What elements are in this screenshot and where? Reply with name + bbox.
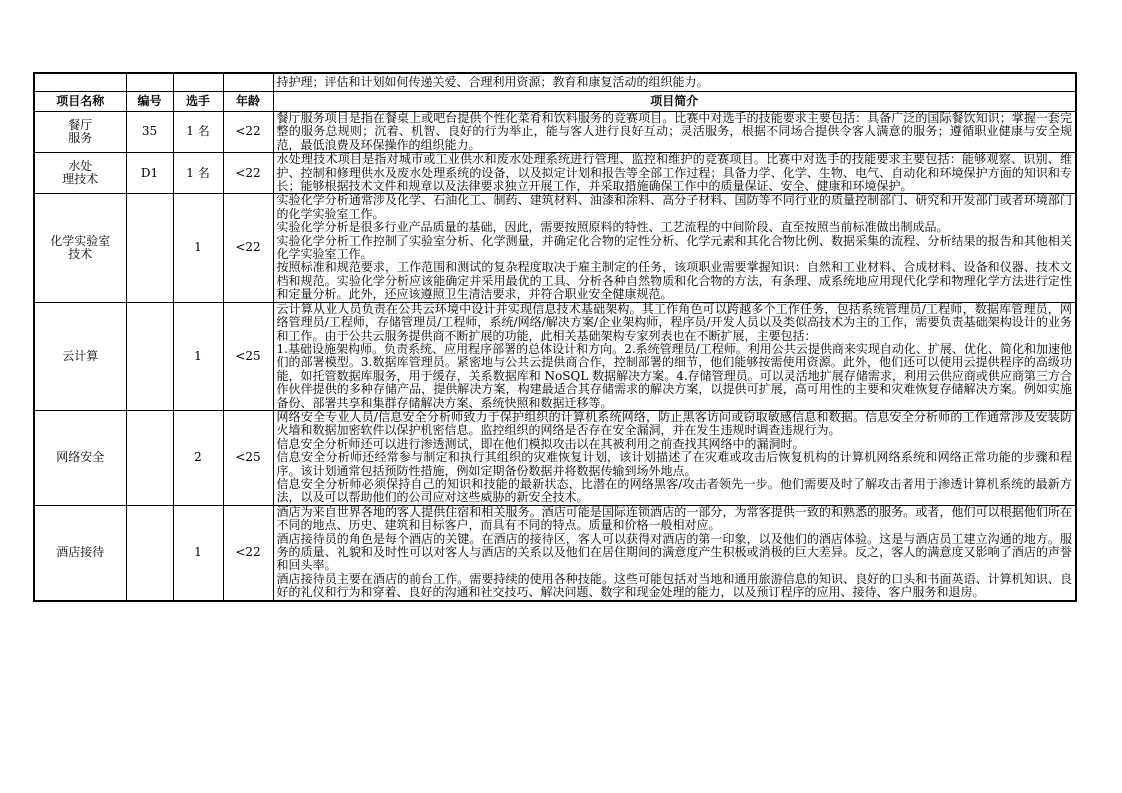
project-code (126, 410, 173, 505)
project-code: 35 (126, 112, 173, 153)
project-intro (273, 410, 1076, 505)
intro-paragraph: 实验化学分析工作控制了实验室分析、化学测量，并确定化合物的定性分析、化学元素和其化合物比例、数据采集的流程、分析结果的报告和其他相关化学实验室工作。 (276, 233, 1072, 262)
cont-empty-cell (223, 73, 273, 92)
project-intro (273, 302, 1076, 410)
project-code (126, 194, 173, 302)
project-intro (273, 194, 1076, 302)
project-players: 1 (173, 302, 223, 410)
project-name: 云计算 (34, 302, 126, 410)
intro-paragraph: 信息安全分析师必须保持自己的知识和技能的最新状态，比潜在的网络黑客/攻击者领先一步。他们需要及时了解攻击者用于渗透计算机系统的最新方法，以及可以帮助他们的公司应对这些威胁的新安全技术。 (276, 476, 1072, 505)
table-row (34, 194, 1076, 302)
project-age: <25 (223, 302, 273, 410)
competition-table (33, 72, 1077, 602)
project-intro (273, 153, 1076, 194)
project-code (126, 505, 173, 600)
intro-paragraph: 按照标准和规范要求，工作范围和测试的复杂程度取决于雇主制定的任务，该项职业需要掌握知识：自然和工业材料、合成材料、设备和仪器、技术文档和规范。实验化学分析应该能确定并采用最优的工具、分析各种自然物质和化合物的方法，有条理、成系统地应用现代化学和物理化学方法进行定性和定量分析。此外，还应该遵照卫生清洁要求，并符合职业安全健康规范。 (276, 260, 1072, 302)
project-name: 酒店接待 (34, 505, 126, 600)
cont-empty-cell (34, 73, 126, 92)
project-name: 化学实验室 技术 (34, 194, 126, 302)
intro-paragraph: 网络安全专业人员/信息安全分析师致力于保护组织的计算机系统网络，防止黑客访问或窃取敏感信息和数据。信息安全分析师的工作通常涉及安装防火墙和数据加密软件以保护机密信息。监控组织的网络是否存在安全漏洞，并在发生违规时调查违规行为。 (276, 409, 1072, 438)
header-code: 编号 (126, 92, 173, 112)
header-age: 年龄 (223, 92, 273, 112)
project-name: 餐厅 服务 (34, 112, 126, 153)
project-intro (273, 505, 1076, 600)
project-age: <22 (223, 112, 273, 153)
project-name: 水处 理技术 (34, 153, 126, 194)
intro-paragraph: 1.基础设施架构师。负责系统、应用程序部署的总体设计和方向。2.系统管理员/工程师。利用公共云提供商来实现自动化、扩展、优化、简化和加速他们的部署模型。3.数据库管理员。紧密地与公共云提供商合作，控制部署的细节，他们能够按需使用资源。此外，他们还可以使用云提供程序的高级功能，如托管数据库服务，用于缓存，关系数据库和 NoSQL 数据解决方案。4.存储管理员。可以灵活地扩展存储需求，利用云供应商或供应商第三方合作伙伴提供的多种存储产品，提供解决方案，构建最适合其存储需求的解决方案，以提供可扩展，高可用性的主要和灾难恢复存储解决方案。例如实施备份、部署共享和集群存储解决方案、系统快照和数据迁移等。 (276, 341, 1072, 410)
intro-paragraph: 餐厅服务项目是指在餐桌上或吧台提供个性化菜肴和饮料服务的竞赛项目。比赛中对选手的技能要求主要包括：具备广泛的国际餐饮知识；掌握一套完整的服务总规则；沉着、机智、良好的行为举止，能与客人进行良好互动；灵活服务，根据不同场合提供令客人满意的服务；遵循职业健康与安全规范，最低浪费及环保操作的组织能力。 (276, 111, 1072, 152)
project-name: 网络安全 (34, 410, 126, 505)
intro-paragraph: 信息安全分析师还经常参与制定和执行其组织的灾难恢复计划，该计划描述了在灾难或攻击后恢复机构的计算机网络系统和网络正常功能的步骤和程序。该计划通常包括预防性措施，例如定期备份数据并将数据传输到场外地点。 (276, 450, 1072, 478)
cont-empty-cell (126, 73, 173, 92)
continuation-row (34, 73, 1076, 92)
table-row (34, 410, 1076, 505)
project-players: 2 (173, 410, 223, 505)
project-age: <22 (223, 153, 273, 194)
project-players: 1 名 (173, 153, 223, 194)
header-name: 项目名称 (34, 92, 126, 112)
table-row (34, 153, 1076, 194)
intro-paragraph: 信息安全分析师还可以进行渗透测试，即在他们模拟攻击以在其被利用之前查找其网络中的漏洞时。 (276, 436, 805, 451)
continuation-text: 持护理；评估和计划如何传递关爱、合理利用资源；教育和康复活动的组织能力。 (273, 73, 1076, 92)
header-intro: 项目简介 (273, 92, 1076, 112)
project-intro (273, 112, 1076, 153)
intro-paragraph: 实验化学分析是很多行业产品质量的基础，因此，需要按照原料的特性、工艺流程的中间阶段、直至按照当前标准做出制成品。 (276, 220, 949, 235)
table-row (34, 505, 1076, 600)
intro-paragraph: 云计算从业人员负责在公共云环境中设计并实现信息技术基础架构。其工作角色可以跨越多个工作任务，包括系统管理员/工程师，数据库管理员，网络管理员/工程师，存储管理员/工程师，系统/网络/解决方案/企业架构师，程序员/开发人员以及类似高技术为主的工作，需要负责基础架构设计的业务和工作。由于公共云服务提供商不断扩展的功能，此相关基础架构专家列表也在不断扩展，主要包括： (276, 301, 1072, 343)
intro-paragraph: 酒店接待员主要在酒店的前台工作。需要持续的使用各种技能。这些可能包括对当地和通用旅游信息的知识、良好的口头和书面英语、计算机知识、良好的礼仪和行为和穿着、良好的沟通和社交技巧、解决问题、数字和现金处理的能力，以及预订程序的应用、接待、客户服务和退房。 (276, 571, 1072, 600)
project-players: 1 名 (173, 112, 223, 153)
header-players: 选手 (173, 92, 223, 112)
project-players: 1 (173, 194, 223, 302)
intro-paragraph: 实验化学分析通常涉及化学、石油化工、制药、建筑材料、油漆和涂料、高分子材料、国防等不同行业的质量控制部门、研究和开发部门或者环境部门的化学实验室工作。 (276, 193, 1072, 221)
header-row (34, 92, 1076, 112)
project-players: 1 (173, 505, 223, 600)
table-row (34, 302, 1076, 410)
project-age: <22 (223, 194, 273, 302)
intro-paragraph: 水处理技术项目是指对城市或工业供水和废水处理系统进行管理、监控和维护的竞赛项目。比赛中对选手的技能要求主要包括：能够观察、识别、维护、控制和修理供水及废水处理系统的设备，以及拟定计划和报告等全部工作过程；具备力学、化学、生物、电气、自动化和环境保护方面的知识和专长；能够根据技术文件和规章以及法律要求独立开展工作，并采取措施确保工作中的质量保证、安全、健康和环境保护。 (276, 152, 1072, 194)
project-age: <22 (223, 505, 273, 600)
table-row (34, 112, 1076, 153)
project-code (126, 302, 173, 410)
intro-paragraph: 酒店接待员的角色是每个酒店的关键。在酒店的接待区，客人可以获得对酒店的第一印象，以及他们的酒店体验。这是与酒店员工建立沟通的地方。服务的质量、礼貌和及时性可以对客人与酒店的关系以及他们在居住期间的满意度产生积极或消极的巨大差异。反之，客人的满意度又影响了酒店的声誉和回头率。 (276, 531, 1072, 573)
project-code: D1 (126, 153, 173, 194)
intro-paragraph: 酒店为来自世界各地的客人提供住宿和相关服务。酒店可能是国际连锁酒店的一部分，为常客提供一致的和熟悉的服务。或者，他们可以根据他们所在不同的地点、历史、建筑和目标客户，而具有不同的特点。质量和价格一般相对应。 (276, 504, 1072, 533)
cont-empty-cell (173, 73, 223, 92)
project-age: <25 (223, 410, 273, 505)
